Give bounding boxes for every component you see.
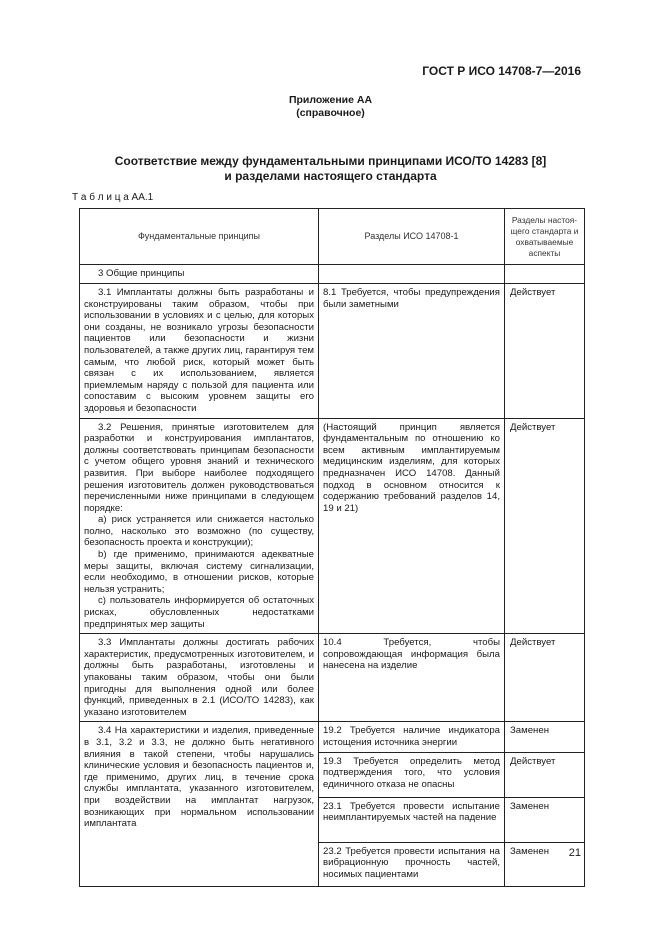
section-label: 3 Общие принципы [80, 265, 319, 284]
section-cell: 8.1 Требуется, чтобы предупреждения были заметными [319, 284, 505, 419]
aspect-cell: Заменен [505, 842, 585, 886]
page-number: 21 [568, 847, 581, 859]
principle-text: 3.3 Имплантаты должны достигать рабочих характеристик, предусмотренных изготовителем, и должны быть разработаны, изготовлены и упакованы таким образом, чтобы они были пригодны для выполнения одной или более функций, приведенных в 2.1 (ИСО/ТО 14283), как указано изготовителем [84, 637, 314, 718]
annex-heading [0, 94, 661, 120]
table-section-row [80, 265, 585, 284]
aspect-cell: Действует [505, 418, 585, 634]
principle-item-c: c) пользователь информируется об остаточных рисках, обусловленных недостатками предпринятых мер защиты [84, 595, 314, 630]
table-label: Т а б л и ц а АА.1 [72, 192, 154, 203]
principle-item-a: a) риск устраняется или снижается настолько полно, насколько это возможно (по существу, безопасность проекта и конструкции); [84, 514, 314, 549]
principle-text: 3.4 На характеристики и изделия, приведенные в 3.1, 3.2 и 3.3, не должно быть негативного влияния в такой степени, чтобы нарушались клинические условия и безопасность пациентов и, где применимо, других лиц, в течение срока службы имплантата, указанного изготовителем, при воздействии на имплантат нагрузок, возникающих при нормальном использовании имплантата [84, 725, 314, 830]
table-row [80, 634, 585, 722]
principle-cell [80, 284, 319, 419]
aspect-cell: Заменен [505, 797, 585, 842]
table-row [80, 418, 585, 634]
annex-subtitle: (справочное) [296, 107, 365, 119]
section-cell: 19.3 Требуется определить метод подтверждения того, что условия единичного отказа не опасны [319, 752, 505, 797]
principle-text: 3.1 Имплантаты должны быть разработаны и сконструированы таким образом, чтобы при использовании в условиях и с целью, для которых они созданы, не возникало угрозы безопасности пациентов или безопасности и жизни пользователей, а также других лиц, гарантируя тем самым, что любой риск, который может быть связан с их использованием, является приемлемым наряду с пользой для пациента или сопоставим с высоким уровнем защиты его здоровья и безопасности [84, 287, 314, 414]
annex-title: Приложение АА [288, 94, 373, 106]
heading-line-1: Соответствие между фундаментальными принципами ИСО/ТО 14283 [8] [114, 154, 547, 168]
column-header-standard-sections: Разделы настоя-щего стандарта и охватываемые аспекты [505, 209, 585, 265]
section-cell: (Настоящий принцип является фундаментальным по отношению ко всем активным имплантируемым медицинским изделиям, для которых предназначен ИСО 14708. Данный подход в основном относится к содержанию требований разделов 14, 19 и 21) [319, 418, 505, 634]
column-header-principles: Фундаментальные принципы [80, 209, 319, 265]
principle-item-b: b) где применимо, принимаются адекватные меры защиты, включая систему сигнализации, если необходимо, в отношении рисков, которые нельзя устранить; [84, 549, 314, 595]
section-heading [0, 154, 661, 184]
aspect-cell: Заменен [505, 722, 585, 752]
table-row [80, 284, 585, 419]
aspect-cell: Действует [505, 634, 585, 722]
aspect-cell: Действует [505, 284, 585, 419]
document-code: ГОСТ Р ИСО 14708-7—2016 [422, 64, 581, 78]
section-cell: 10.4 Требуется, чтобы сопровождающая информация была нанесена на изделие [319, 634, 505, 722]
section-cell: 19.2 Требуется наличие индикатора истощения источника энергии [319, 722, 505, 752]
principle-intro: 3.2 Решения, принятые изготовителем для разработки и конструирования имплантатов, должны соответствовать принципам безопасности с учетом общего уровня знаний и технического развития. При выборе наиболее подходящего решения изготовитель должен руководствоваться перечисленными ниже принципами в следующем порядке: [84, 421, 314, 514]
section-cell: 23.1 Требуется провести испытание неимплантируемых частей на падение [319, 797, 505, 842]
section-cell: 23.2 Требуется провести испытания на вибрационную прочность частей, носимых пациентами [319, 842, 505, 886]
principle-cell [80, 634, 319, 722]
principle-cell [80, 722, 319, 886]
aspect-cell: Действует [505, 752, 585, 797]
heading-line-2: и разделами настоящего стандарта [224, 169, 437, 183]
correspondence-table [79, 208, 585, 887]
table-header-row [80, 209, 585, 265]
principle-cell [80, 418, 319, 634]
table-row [80, 722, 585, 752]
column-header-iso-sections: Разделы ИСО 14708-1 [319, 209, 505, 265]
empty-cell [505, 265, 585, 284]
empty-cell [319, 265, 505, 284]
